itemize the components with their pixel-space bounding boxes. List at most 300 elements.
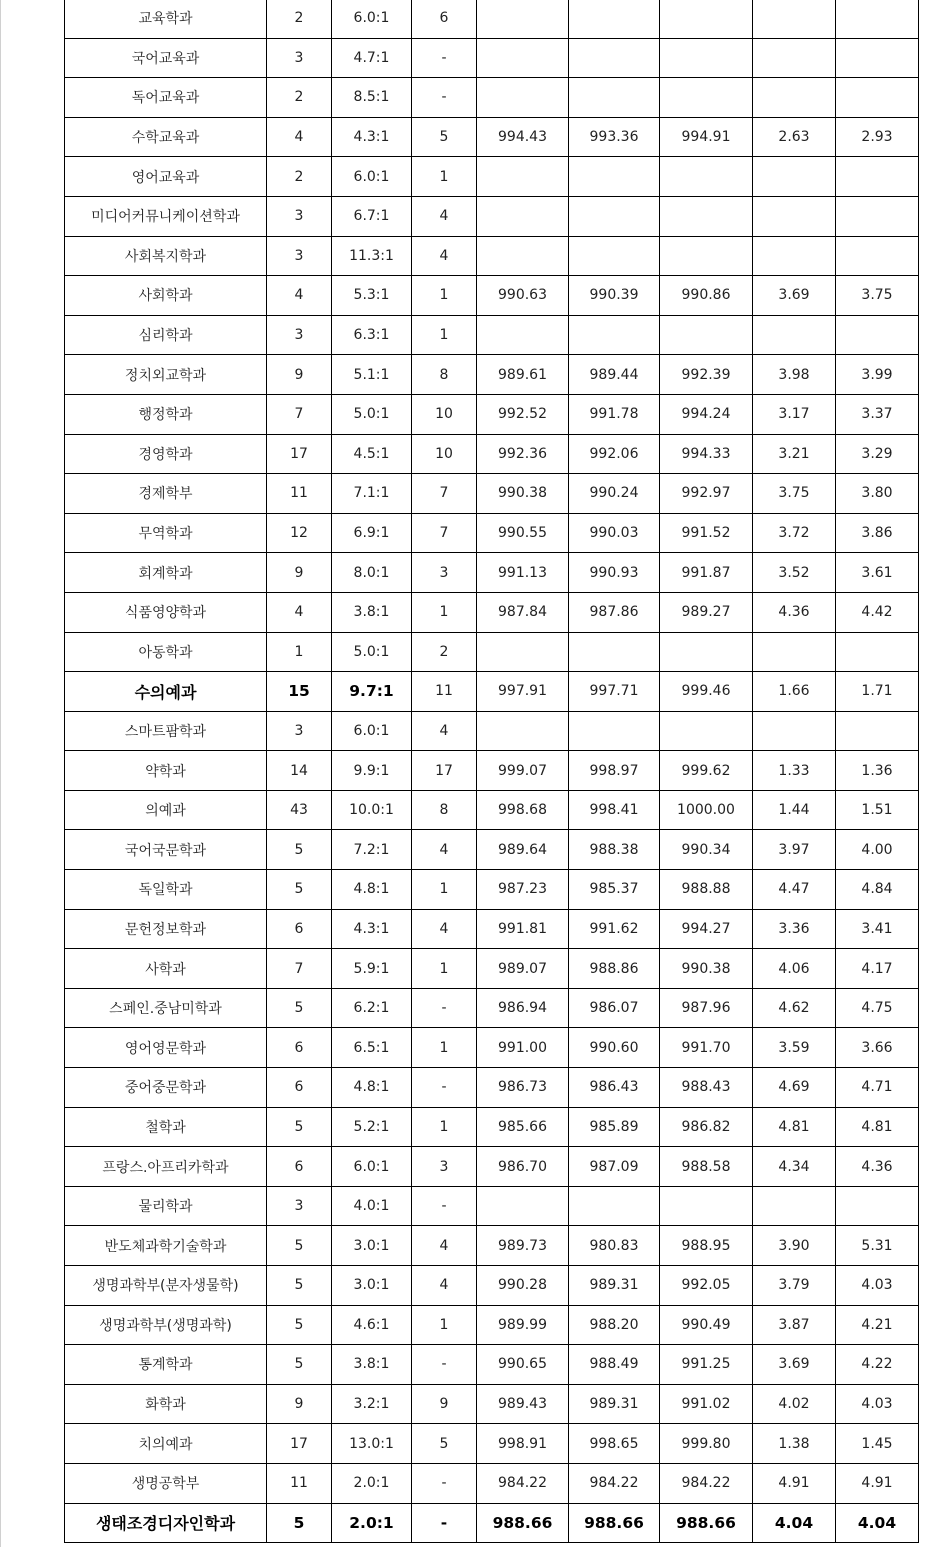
competition-ratio-cell: 3.2:1 [332, 1384, 412, 1424]
quota-cell: 3 [267, 196, 332, 236]
score-cell-2: 988.66 [569, 1503, 660, 1543]
quota-cell: 5 [267, 1305, 332, 1345]
table-row [65, 1068, 919, 1108]
score-cell-1 [477, 1186, 569, 1226]
grade-cell-2: 1.51 [836, 790, 919, 830]
score-cell-1: 992.36 [477, 434, 569, 474]
score-cell-1: 987.23 [477, 870, 569, 910]
grade-cell-1 [753, 1186, 836, 1226]
score-cell-1: 988.66 [477, 1503, 569, 1543]
grade-cell-1: 4.34 [753, 1147, 836, 1187]
score-cell-2: 990.24 [569, 474, 660, 514]
score-cell-2: 989.31 [569, 1384, 660, 1424]
grade-cell-1: 1.66 [753, 672, 836, 712]
score-cell-1: 990.38 [477, 474, 569, 514]
grade-cell-2: 4.17 [836, 949, 919, 989]
score-cell-3: 991.87 [660, 553, 753, 593]
score-cell-2: 990.39 [569, 276, 660, 316]
department-cell: 교육학과 [65, 0, 267, 38]
quota-cell: 4 [267, 117, 332, 157]
grade-cell-2: 3.66 [836, 1028, 919, 1068]
grade-cell-1: 3.98 [753, 355, 836, 395]
competition-ratio-cell: 7.2:1 [332, 830, 412, 870]
score-cell-3: 989.27 [660, 592, 753, 632]
score-cell-3 [660, 632, 753, 672]
extra-cell: 4 [412, 1266, 477, 1306]
score-cell-1 [477, 236, 569, 276]
extra-cell: 8 [412, 355, 477, 395]
competition-ratio-cell: 4.3:1 [332, 117, 412, 157]
grade-cell-2: 3.41 [836, 909, 919, 949]
score-cell-2: 987.09 [569, 1147, 660, 1187]
table-row [65, 909, 919, 949]
table-row [65, 513, 919, 553]
score-cell-2: 989.31 [569, 1266, 660, 1306]
competition-ratio-cell: 6.0:1 [332, 157, 412, 197]
extra-cell: 4 [412, 196, 477, 236]
score-cell-3: 988.58 [660, 1147, 753, 1187]
extra-cell: 9 [412, 1384, 477, 1424]
score-cell-2: 992.06 [569, 434, 660, 474]
grade-cell-2: 3.75 [836, 276, 919, 316]
score-cell-1: 994.43 [477, 117, 569, 157]
extra-cell: 4 [412, 711, 477, 751]
extra-cell: 10 [412, 394, 477, 434]
extra-cell: 1 [412, 315, 477, 355]
department-cell: 통계학과 [65, 1345, 267, 1385]
table-row [65, 553, 919, 593]
grade-cell-2: 1.36 [836, 751, 919, 791]
score-cell-2 [569, 157, 660, 197]
grade-cell-1: 1.44 [753, 790, 836, 830]
department-cell: 독일학과 [65, 870, 267, 910]
competition-ratio-cell: 9.7:1 [332, 672, 412, 712]
score-cell-2: 990.60 [569, 1028, 660, 1068]
department-cell: 생명과학부(분자생물학) [65, 1266, 267, 1306]
quota-cell: 5 [267, 870, 332, 910]
grade-cell-1: 1.33 [753, 751, 836, 791]
score-cell-3: 999.62 [660, 751, 753, 791]
score-cell-3: 999.46 [660, 672, 753, 712]
grade-cell-1 [753, 157, 836, 197]
score-cell-1: 985.66 [477, 1107, 569, 1147]
score-cell-1 [477, 0, 569, 38]
extra-cell: - [412, 988, 477, 1028]
score-cell-3 [660, 711, 753, 751]
department-cell: 국어국문학과 [65, 830, 267, 870]
department-cell: 수학교육과 [65, 117, 267, 157]
quota-cell: 2 [267, 157, 332, 197]
grade-cell-2: 3.61 [836, 553, 919, 593]
table-row [65, 276, 919, 316]
grade-cell-2 [836, 38, 919, 78]
score-cell-3 [660, 0, 753, 38]
score-cell-1: 989.07 [477, 949, 569, 989]
grade-cell-1 [753, 632, 836, 672]
department-cell: 생명과학부(생명과학) [65, 1305, 267, 1345]
grade-cell-2 [836, 196, 919, 236]
grade-cell-1: 3.69 [753, 276, 836, 316]
competition-ratio-cell: 10.0:1 [332, 790, 412, 830]
score-cell-2: 990.03 [569, 513, 660, 553]
grade-cell-1 [753, 78, 836, 118]
competition-ratio-cell: 6.0:1 [332, 711, 412, 751]
table-row [65, 38, 919, 78]
quota-cell: 11 [267, 1463, 332, 1503]
department-cell: 스마트팜학과 [65, 711, 267, 751]
department-cell: 의예과 [65, 790, 267, 830]
admissions-table [64, 0, 919, 1543]
score-cell-1 [477, 632, 569, 672]
grade-cell-2: 4.03 [836, 1266, 919, 1306]
score-cell-2: 991.78 [569, 394, 660, 434]
score-cell-1: 998.68 [477, 790, 569, 830]
quota-cell: 5 [267, 830, 332, 870]
quota-cell: 5 [267, 1266, 332, 1306]
score-cell-1: 990.65 [477, 1345, 569, 1385]
competition-ratio-cell: 6.2:1 [332, 988, 412, 1028]
extra-cell: 11 [412, 672, 477, 712]
grade-cell-1: 4.04 [753, 1503, 836, 1543]
quota-cell: 6 [267, 909, 332, 949]
grade-cell-2: 4.04 [836, 1503, 919, 1543]
competition-ratio-cell: 4.8:1 [332, 870, 412, 910]
grade-cell-1: 4.69 [753, 1068, 836, 1108]
extra-cell: 1 [412, 949, 477, 989]
department-cell: 영어영문학과 [65, 1028, 267, 1068]
score-cell-3: 988.43 [660, 1068, 753, 1108]
grade-cell-2: 3.29 [836, 434, 919, 474]
department-cell: 아동학과 [65, 632, 267, 672]
extra-cell: 8 [412, 790, 477, 830]
score-cell-2 [569, 632, 660, 672]
grade-cell-2 [836, 236, 919, 276]
grade-cell-1: 3.36 [753, 909, 836, 949]
quota-cell: 4 [267, 276, 332, 316]
extra-cell: 1 [412, 1028, 477, 1068]
score-cell-3 [660, 315, 753, 355]
score-cell-2 [569, 711, 660, 751]
score-cell-3: 992.39 [660, 355, 753, 395]
grade-cell-1: 4.02 [753, 1384, 836, 1424]
score-cell-1: 990.55 [477, 513, 569, 553]
grade-cell-1 [753, 711, 836, 751]
department-cell: 사학과 [65, 949, 267, 989]
extra-cell: 2 [412, 632, 477, 672]
extra-cell: 7 [412, 513, 477, 553]
competition-ratio-cell: 6.3:1 [332, 315, 412, 355]
table-row [65, 315, 919, 355]
quota-cell: 12 [267, 513, 332, 553]
score-cell-2: 989.44 [569, 355, 660, 395]
grade-cell-2: 2.93 [836, 117, 919, 157]
competition-ratio-cell: 4.6:1 [332, 1305, 412, 1345]
score-cell-1: 991.13 [477, 553, 569, 593]
score-cell-2: 990.93 [569, 553, 660, 593]
score-cell-1: 992.52 [477, 394, 569, 434]
table-row [65, 790, 919, 830]
score-cell-1 [477, 711, 569, 751]
score-cell-1: 986.94 [477, 988, 569, 1028]
extra-cell: - [412, 1068, 477, 1108]
score-cell-1: 999.07 [477, 751, 569, 791]
grade-cell-1: 4.91 [753, 1463, 836, 1503]
quota-cell: 43 [267, 790, 332, 830]
score-cell-3 [660, 38, 753, 78]
department-cell: 영어교육과 [65, 157, 267, 197]
grade-cell-1: 3.97 [753, 830, 836, 870]
table-row [65, 1424, 919, 1464]
grade-cell-2: 4.21 [836, 1305, 919, 1345]
score-cell-1: 989.61 [477, 355, 569, 395]
grade-cell-1: 2.63 [753, 117, 836, 157]
competition-ratio-cell: 3.0:1 [332, 1226, 412, 1266]
table-row [65, 196, 919, 236]
competition-ratio-cell: 4.0:1 [332, 1186, 412, 1226]
extra-cell: 10 [412, 434, 477, 474]
grade-cell-2: 3.86 [836, 513, 919, 553]
quota-cell: 17 [267, 434, 332, 474]
table-row [65, 1147, 919, 1187]
grade-cell-2 [836, 711, 919, 751]
quota-cell: 5 [267, 1345, 332, 1385]
table-row [65, 78, 919, 118]
competition-ratio-cell: 8.5:1 [332, 78, 412, 118]
table-row [65, 394, 919, 434]
score-cell-2: 993.36 [569, 117, 660, 157]
score-cell-3: 987.96 [660, 988, 753, 1028]
grade-cell-2: 3.37 [836, 394, 919, 434]
score-cell-2 [569, 236, 660, 276]
table-row [65, 0, 919, 38]
competition-ratio-cell: 6.5:1 [332, 1028, 412, 1068]
score-cell-1: 986.73 [477, 1068, 569, 1108]
extra-cell: - [412, 78, 477, 118]
score-cell-3: 988.66 [660, 1503, 753, 1543]
score-cell-3: 988.95 [660, 1226, 753, 1266]
department-cell: 생명공학부 [65, 1463, 267, 1503]
grade-cell-2: 1.45 [836, 1424, 919, 1464]
competition-ratio-cell: 6.0:1 [332, 0, 412, 38]
score-cell-3: 990.86 [660, 276, 753, 316]
extra-cell: 4 [412, 1226, 477, 1266]
competition-ratio-cell: 7.1:1 [332, 474, 412, 514]
extra-cell: 1 [412, 870, 477, 910]
table-row [65, 1345, 919, 1385]
competition-ratio-cell: 6.9:1 [332, 513, 412, 553]
grade-cell-2: 3.80 [836, 474, 919, 514]
grade-cell-1: 3.52 [753, 553, 836, 593]
score-cell-3: 1000.00 [660, 790, 753, 830]
quota-cell: 17 [267, 1424, 332, 1464]
grade-cell-2: 4.22 [836, 1345, 919, 1385]
table-row [65, 988, 919, 1028]
competition-ratio-cell: 5.1:1 [332, 355, 412, 395]
score-cell-3: 990.49 [660, 1305, 753, 1345]
quota-cell: 5 [267, 1107, 332, 1147]
score-cell-3: 991.02 [660, 1384, 753, 1424]
grade-cell-1: 4.36 [753, 592, 836, 632]
competition-ratio-cell: 2.0:1 [332, 1503, 412, 1543]
grade-cell-1: 1.38 [753, 1424, 836, 1464]
score-cell-3: 994.33 [660, 434, 753, 474]
score-cell-3: 984.22 [660, 1463, 753, 1503]
competition-ratio-cell: 3.8:1 [332, 592, 412, 632]
score-cell-1: 998.91 [477, 1424, 569, 1464]
score-cell-2: 986.07 [569, 988, 660, 1028]
score-cell-3: 991.25 [660, 1345, 753, 1385]
score-cell-1: 987.84 [477, 592, 569, 632]
competition-ratio-cell: 8.0:1 [332, 553, 412, 593]
department-cell: 심리학과 [65, 315, 267, 355]
quota-cell: 9 [267, 355, 332, 395]
competition-ratio-cell: 6.0:1 [332, 1147, 412, 1187]
department-cell: 회계학과 [65, 553, 267, 593]
grade-cell-1 [753, 196, 836, 236]
competition-ratio-cell: 5.0:1 [332, 394, 412, 434]
department-cell: 사회학과 [65, 276, 267, 316]
score-cell-3: 991.52 [660, 513, 753, 553]
extra-cell: 4 [412, 236, 477, 276]
department-cell: 행정학과 [65, 394, 267, 434]
competition-ratio-cell: 5.0:1 [332, 632, 412, 672]
table-row [65, 434, 919, 474]
grade-cell-2 [836, 632, 919, 672]
score-cell-2 [569, 196, 660, 236]
competition-ratio-cell: 2.0:1 [332, 1463, 412, 1503]
score-cell-2: 984.22 [569, 1463, 660, 1503]
score-cell-2: 986.43 [569, 1068, 660, 1108]
score-cell-1 [477, 315, 569, 355]
grade-cell-1 [753, 236, 836, 276]
score-cell-3: 990.34 [660, 830, 753, 870]
score-cell-3: 990.38 [660, 949, 753, 989]
score-cell-1 [477, 196, 569, 236]
department-cell: 철학과 [65, 1107, 267, 1147]
department-cell: 경제학부 [65, 474, 267, 514]
grade-cell-2: 4.75 [836, 988, 919, 1028]
score-cell-1: 991.00 [477, 1028, 569, 1068]
quota-cell: 7 [267, 949, 332, 989]
competition-ratio-cell: 5.3:1 [332, 276, 412, 316]
score-cell-2: 987.86 [569, 592, 660, 632]
score-cell-3: 992.97 [660, 474, 753, 514]
competition-ratio-cell: 9.9:1 [332, 751, 412, 791]
extra-cell: 17 [412, 751, 477, 791]
competition-ratio-cell: 6.7:1 [332, 196, 412, 236]
score-cell-2 [569, 0, 660, 38]
table-row [65, 1186, 919, 1226]
score-cell-3: 986.82 [660, 1107, 753, 1147]
score-cell-1: 986.70 [477, 1147, 569, 1187]
score-cell-1: 990.28 [477, 1266, 569, 1306]
score-cell-3 [660, 196, 753, 236]
score-cell-3: 992.05 [660, 1266, 753, 1306]
department-cell: 중어중문학과 [65, 1068, 267, 1108]
table-row [65, 1384, 919, 1424]
competition-ratio-cell: 3.8:1 [332, 1345, 412, 1385]
score-cell-2: 991.62 [569, 909, 660, 949]
grade-cell-1: 4.81 [753, 1107, 836, 1147]
quota-cell: 5 [267, 1226, 332, 1266]
grade-cell-1: 3.72 [753, 513, 836, 553]
department-cell: 미디어커뮤니케이션학과 [65, 196, 267, 236]
department-cell: 정치외교학과 [65, 355, 267, 395]
quota-cell: 5 [267, 988, 332, 1028]
table-row [65, 1107, 919, 1147]
quota-cell: 9 [267, 553, 332, 593]
department-cell: 프랑스.아프리카학과 [65, 1147, 267, 1187]
extra-cell: 7 [412, 474, 477, 514]
score-cell-3: 999.80 [660, 1424, 753, 1464]
score-cell-2: 998.65 [569, 1424, 660, 1464]
table-row [65, 632, 919, 672]
grade-cell-1 [753, 315, 836, 355]
grade-cell-1: 4.47 [753, 870, 836, 910]
score-cell-2: 988.38 [569, 830, 660, 870]
table-row [65, 1463, 919, 1503]
grade-cell-1: 3.79 [753, 1266, 836, 1306]
score-cell-1: 989.73 [477, 1226, 569, 1266]
score-cell-2: 998.97 [569, 751, 660, 791]
score-cell-3 [660, 1186, 753, 1226]
score-cell-3: 994.91 [660, 117, 753, 157]
grade-cell-1: 3.69 [753, 1345, 836, 1385]
score-cell-2: 997.71 [569, 672, 660, 712]
extra-cell: 4 [412, 830, 477, 870]
score-cell-3: 994.27 [660, 909, 753, 949]
score-cell-3 [660, 157, 753, 197]
department-cell: 사회복지학과 [65, 236, 267, 276]
score-cell-3: 988.88 [660, 870, 753, 910]
competition-ratio-cell: 4.5:1 [332, 434, 412, 474]
department-cell: 무역학과 [65, 513, 267, 553]
extra-cell: 1 [412, 276, 477, 316]
extra-cell: 1 [412, 1305, 477, 1345]
table-body [65, 0, 919, 1543]
score-cell-2: 988.20 [569, 1305, 660, 1345]
competition-ratio-cell: 13.0:1 [332, 1424, 412, 1464]
grade-cell-2: 4.91 [836, 1463, 919, 1503]
table-row [65, 870, 919, 910]
extra-cell: 3 [412, 553, 477, 593]
grade-cell-2: 4.03 [836, 1384, 919, 1424]
quota-cell: 3 [267, 236, 332, 276]
grade-cell-2 [836, 157, 919, 197]
quota-cell: 4 [267, 592, 332, 632]
department-cell: 독어교육과 [65, 78, 267, 118]
extra-cell: 1 [412, 592, 477, 632]
grade-cell-1: 3.87 [753, 1305, 836, 1345]
grade-cell-2: 4.36 [836, 1147, 919, 1187]
score-cell-2: 998.41 [569, 790, 660, 830]
quota-cell: 14 [267, 751, 332, 791]
grade-cell-2: 3.99 [836, 355, 919, 395]
department-cell: 화학과 [65, 1384, 267, 1424]
department-cell: 경영학과 [65, 434, 267, 474]
quota-cell: 11 [267, 474, 332, 514]
table-row [65, 830, 919, 870]
grade-cell-2: 4.71 [836, 1068, 919, 1108]
score-cell-1: 990.63 [477, 276, 569, 316]
score-cell-2: 985.89 [569, 1107, 660, 1147]
score-cell-3 [660, 78, 753, 118]
department-cell: 치의예과 [65, 1424, 267, 1464]
extra-cell: 4 [412, 909, 477, 949]
score-cell-1: 989.43 [477, 1384, 569, 1424]
score-cell-1 [477, 78, 569, 118]
table-row [65, 949, 919, 989]
